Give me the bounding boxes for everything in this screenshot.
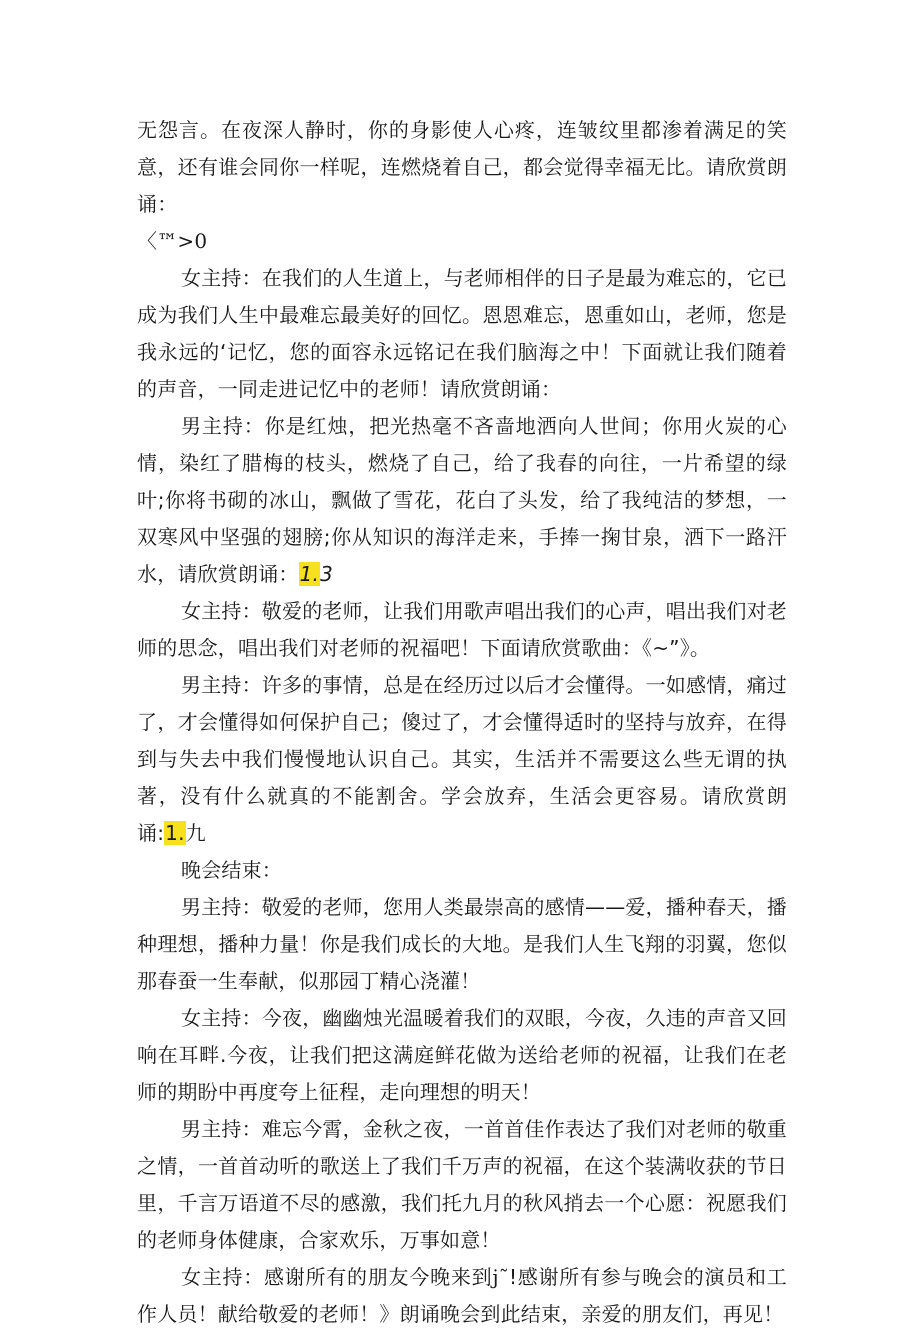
paragraph-female-host-1: 女主持：在我们的人生道上，与老师相伴的日子是最为难忘的，它已成为我们人生中最难忘最美好的回忆。恩恩难忘，恩重如山，老师，您是我永远的‘记忆，您的面容永远铭记在我们脑海之中！下面就让我们随着的声音，一同走进记忆中的老师！请欣赏朗诵： <box>137 266 787 401</box>
highlight-mark: 1. <box>165 821 185 845</box>
highlight-tail: 九 <box>185 821 206 845</box>
paragraph-female-host-4-tail: !感谢所有参与晚会的演员和工作人员！献给敬爱的老师！》朗诵晚会到此结束，亲爱的朋友们，再见！ <box>137 1265 787 1326</box>
highlight-tail: 3 <box>320 562 334 586</box>
paragraph-female-host-4-head: 女主持：感谢所有的朋友今晚来到 <box>181 1265 493 1289</box>
paragraph-male-host-2-text: 男主持：许多的事情，总是在经历过以后才会懂得。一如感情，痛过了，才会懂得如何保护自己；傻过了，才会懂得适时的坚持与放弃，在得到与失去中我们慢慢地认识自己。其实，生活并不需要这么些无谓的执著，没有什么就真的不能割舍。学会放弃，生活会更容易。请欣赏朗诵: <box>137 673 787 845</box>
garbled-symbol: 〈™>0 <box>137 229 208 253</box>
garbled-glyph: j˜ <box>492 1265 509 1289</box>
paragraph-male-host-1-text: 男主持：你是红烛，把光热毫不吝啬地洒向人世间；你用火炭的心情，染红了腊梅的枝头，燃烧了自己，给了我春的向往，一片希望的绿叶;你将书砌的冰山，飘做了雪花，花白了头发，给了我纯洁的梦想，一双寒风中坚强的翅膀;你从知识的海洋走来，手捧一掬甘泉，洒下一路汗水，请欣赏朗诵： <box>137 414 787 586</box>
section-heading-ending: 晚会结束： <box>181 858 282 882</box>
paragraph-female-host-4 <box>137 1259 787 1333</box>
highlight-mark: 1. <box>299 562 320 586</box>
paragraph-male-host-2 <box>137 667 787 852</box>
paragraph-intro-text: 无怨言。在夜深人静时，你的身影使人心疼，连皱纹里都渗着满足的笑意，还有谁会同你一样呢，连燃烧着自己，都会觉得幸福无比。请欣赏朗诵： <box>137 118 787 216</box>
paragraph-female-host-2: 女主持：敬爱的老师，让我们用歌声唱出我们的心声，唱出我们对老师的思念，唱出我们对老师的祝福吧！下面请欣赏歌曲：《~”》。 <box>137 599 787 660</box>
paragraph-male-host-3: 男主持：敬爱的老师，您用人类最崇高的感情——爱，播种春天，播种理想，播种力量！你是我们成长的大地。是我们人生飞翔的羽翼，您似那春蚕一生奉献，似那园丁精心浇灌！ <box>137 895 787 993</box>
paragraph-male-host-4: 男主持：难忘今霄，金秋之夜，一首首佳作表达了我们对老师的敬重之情，一首首动听的歌送上了我们千万声的祝福，在这个装满收获的节日里，千言万语道不尽的感激，我们托九月的秋风捎去一个心愿：祝愿我们的老师身体健康，合家欢乐，万事如意！ <box>137 1117 787 1252</box>
paragraph-female-host-3: 女主持：今夜，幽幽烛光温暖着我们的双眼，今夜，久违的声音又回响在耳畔.今夜，让我们把这满庭鲜花做为送给老师的祝福，让我们在老师的期盼中再度夸上征程，走向理想的明天！ <box>137 1006 787 1104</box>
paragraph-male-host-1 <box>137 408 787 593</box>
paragraph-intro <box>137 112 787 260</box>
document-body <box>137 112 787 1333</box>
